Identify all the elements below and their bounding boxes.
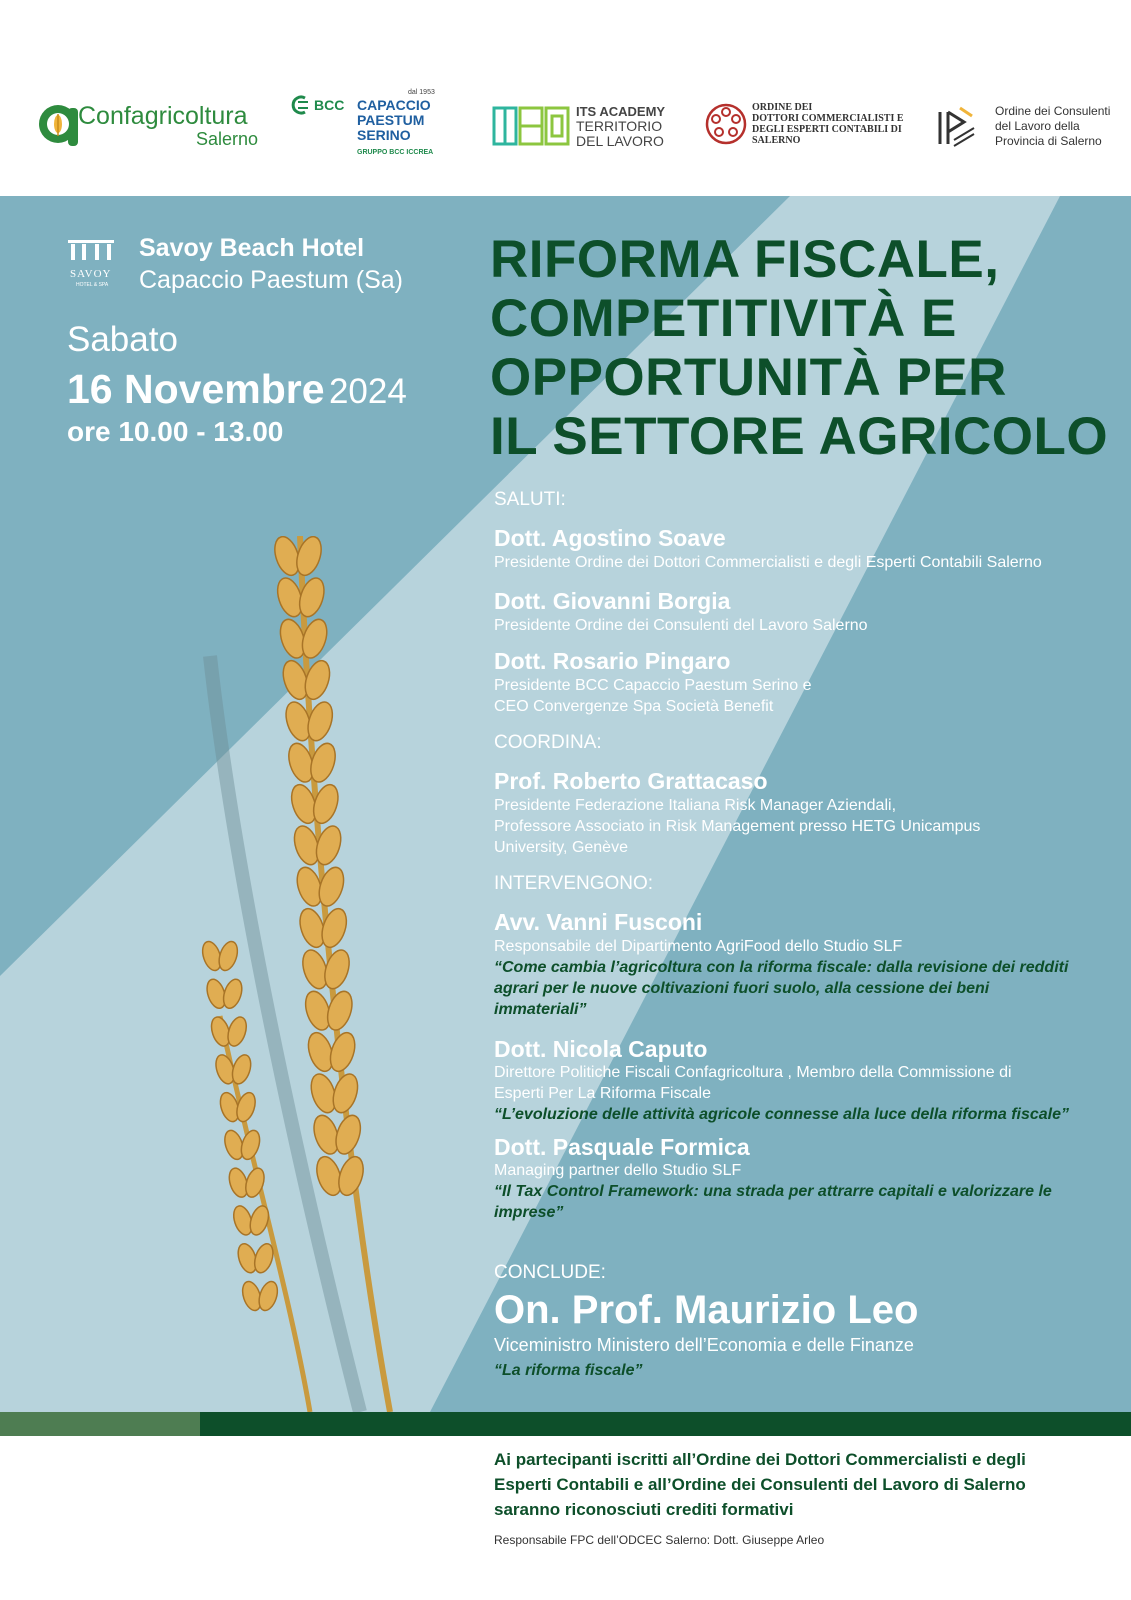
bcc-line1: CAPACCIO [357, 97, 431, 113]
savoy-hotel-emblem-icon [68, 240, 114, 260]
its-line2: TERRITORIO [576, 118, 663, 134]
talk-title: “Come cambia l’agricoltura con la riforma fiscale: dalla revisione dei redditi [494, 959, 1069, 976]
speaker-name: Dott. Pasquale Formica [494, 1134, 750, 1160]
its-line3: DEL LAVORO [576, 133, 664, 149]
title-line-1: RIFORMA FISCALE, [490, 230, 1000, 289]
event-year: 2024 [328, 372, 407, 411]
speaker-name: Dott. Agostino Soave [494, 525, 726, 551]
odcec-logo [704, 100, 914, 150]
speaker-name: Dott. Nicola Caputo [494, 1036, 708, 1062]
consulenti-lavoro-logo [934, 100, 1124, 154]
savoy-logo-name: SAVOY [70, 268, 112, 280]
event-weekday: Sabato [67, 320, 178, 359]
credits-line: saranno riconosciuti crediti formativi [494, 1500, 794, 1519]
speaker-name: Dott. Rosario Pingaro [494, 648, 731, 674]
talk-title: imprese” [494, 1204, 564, 1221]
credits-line: Esperti Contabili e all’Ordine dei Consulenti del Lavoro di Salerno [494, 1475, 1026, 1494]
talk-title: “Il Tax Control Framework: una strada per attrarre capitali e valorizzare le [494, 1183, 1052, 1200]
bcc-group: GRUPPO BCC ICCREA [357, 149, 434, 156]
footer [0, 1436, 1131, 1600]
event-title [490, 230, 1108, 466]
odcec-line2: DOTTORI COMMERCIALISTI E [752, 113, 904, 124]
concluding-talk-title: “La riforma fiscale” [494, 1362, 643, 1379]
speaker-role: Professore Associato in Risk Management presso HETG Unicampus [494, 818, 981, 835]
intervengono-label: INTERVENGONO: [494, 873, 654, 894]
fpc-responsabile: Responsabile FPC dell’ODCEC Salerno: Dott. Giuseppe Arleo [494, 1533, 825, 1547]
speaker-role: Esperti Per La Riforma Fiscale [494, 1085, 711, 1102]
title-line-4: IL SETTORE AGRICOLO [490, 407, 1109, 466]
speaker-role: Presidente Federazione Italiana Risk Manager Aziendali, [494, 797, 897, 814]
its-emblem-icon [492, 106, 572, 146]
bcc-line3: SERINO [357, 127, 411, 143]
speaker-name: Dott. Giovanni Borgia [494, 588, 731, 614]
consulenti-line2: del Lavoro della [995, 119, 1080, 133]
bcc-emblem-icon [290, 94, 312, 116]
confagricoltura-name: Confagricoltura [78, 102, 248, 130]
concluding-speaker-name: On. Prof. Maurizio Leo [494, 1288, 919, 1332]
coordina-label: COORDINA: [494, 732, 602, 753]
speaker-role: Managing partner dello Studio SLF [494, 1162, 742, 1179]
speaker-role: Presidente Ordine dei Dottori Commercialisti e degli Esperti Contabili Salerno [494, 554, 1042, 571]
odcec-line4: SALERNO [752, 135, 801, 146]
concluding-speaker-role: Viceministro Ministero dell’Economia e delle Finanze [494, 1335, 914, 1355]
odcec-line3: DEGLI ESPERTI CONTABILI DI [752, 124, 902, 135]
title-line-3: OPPORTUNITÀ PER [490, 348, 1007, 407]
bcc-logo [290, 90, 440, 162]
talk-title: immateriali” [494, 1001, 587, 1018]
conclude-label: CONCLUDE: [494, 1262, 606, 1283]
confagricoltura-sub: Salerno [196, 129, 259, 149]
event-time: ore 10.00 - 13.00 [67, 416, 284, 447]
its-line1: ITS ACADEMY [576, 104, 666, 119]
credits-line: Ai partecipanti iscritti all’Ordine dei Dottori Commercialisti e degli [494, 1450, 1026, 1469]
its-academy-logo [492, 102, 677, 150]
speaker-role: Direttore Politiche Fiscali Confagricoltura , Membro della Commissione di [494, 1064, 1012, 1081]
speaker-role: Presidente BCC Capaccio Paestum Serino e [494, 677, 812, 694]
talk-title: agrari per le nuove coltivazioni fuori suolo, alla cessione dei beni [494, 980, 990, 997]
venue-city: Capaccio Paestum (Sa) [139, 266, 404, 294]
bcc-line2: PAESTUM [357, 112, 425, 128]
event-date [67, 366, 407, 413]
footer-divider-accent [0, 1412, 200, 1436]
saluti-label: SALUTI: [494, 489, 566, 510]
savoy-logo-sub: HOTEL & SPA [76, 282, 109, 288]
speaker-role: CEO Convergenze Spa Società Benefit [494, 698, 774, 715]
confagricoltura-logo [38, 100, 268, 150]
main-panel [0, 196, 1131, 1412]
consulenti-emblem-icon [934, 104, 976, 152]
confagricoltura-emblem-icon [38, 100, 80, 148]
bcc-prefix: BCC [314, 97, 345, 113]
wheat-ears-illustration [140, 536, 460, 1412]
consulenti-line1: Ordine dei Consulenti [995, 104, 1111, 118]
consulenti-line3: Provincia di Salerno [995, 134, 1102, 148]
talk-title: “L’evoluzione delle attività agricole connesse alla luce della riforma fiscale” [494, 1106, 1070, 1123]
odcec-emblem-icon [704, 102, 748, 146]
venue-name: Savoy Beach Hotel [139, 234, 365, 262]
logo-bar [0, 0, 1131, 196]
odcec-line1: ORDINE DEI [752, 102, 813, 113]
bcc-since: dal 1953 [408, 89, 435, 96]
speaker-role: Presidente Ordine dei Consulenti del Lavoro Salerno [494, 617, 868, 634]
speaker-role: University, Genève [494, 839, 628, 856]
speaker-role: Responsabile del Dipartimento AgriFood dello Studio SLF [494, 938, 903, 955]
speaker-name: Prof. Roberto Grattacaso [494, 768, 768, 794]
speaker-name: Avv. Vanni Fusconi [494, 909, 703, 935]
title-line-2: COMPETITIVITÀ E [490, 289, 957, 348]
event-day-month: 16 Novembre [67, 366, 325, 412]
